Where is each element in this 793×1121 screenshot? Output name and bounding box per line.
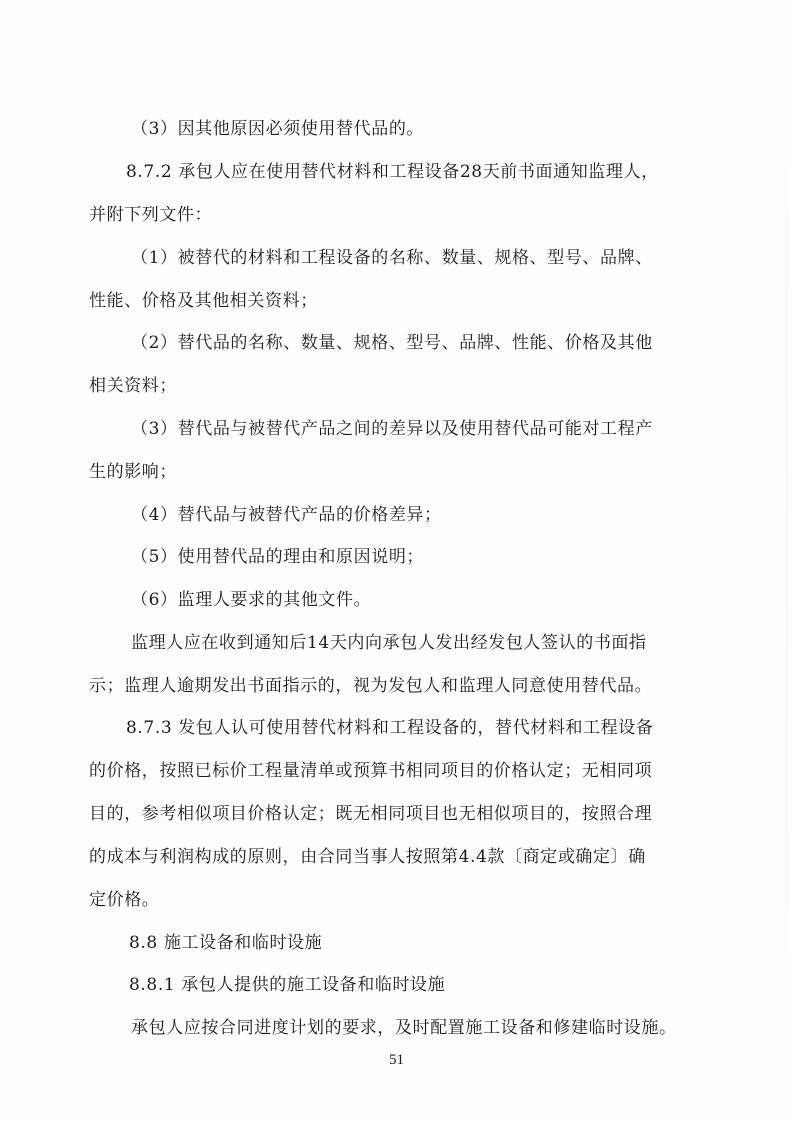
paragraph-line: 承包人应按合同进度计划的要求，及时配置施工设备和修建临时设施。 [131,1018,677,1038]
paragraph-line: （2）替代品的名称、数量、规格、型号、品牌、性能、价格及其他 [131,333,653,353]
paragraph-line: （5）使用替代品的理由和原因说明； [131,547,425,567]
paragraph-line: （3）因其他原因必须使用替代品的。 [131,119,425,139]
scan-edge-shadow [786,0,787,1121]
paragraph-line: 的价格，按照已标价工程量清单或预算书相同项目的价格认定；无相同项 [89,761,653,781]
subsection-heading: 8.8.1 承包人提供的施工设备和临时设施 [129,975,446,995]
section-heading: 8.8 施工设备和临时设施 [129,933,323,953]
paragraph-line: 的成本与利润构成的原则，由合同当事人按照第4.4款〔商定或确定〕确 [89,847,646,867]
paragraph-line: 定价格。 [89,890,160,910]
paragraph-line: 监理人应在收到通知后14天内向承包人发出经发包人签认的书面指 [131,633,647,653]
paragraph-line: 性能、价格及其他相关资料； [89,291,318,311]
paragraph-line: 相关资料； [89,376,177,396]
paragraph-line: 8.7.2 承包人应在使用替代材料和工程设备28天前书面通知监理人， [126,162,659,182]
paragraph-line: （4）替代品与被替代产品的价格差异； [131,505,442,525]
paragraph-line: 目的，参考相似项目价格认定；既无相同项目也无相似项目的，按照合理 [89,804,653,824]
paragraph-line: （1）被替代的材料和工程设备的名称、数量、规格、型号、品牌、 [131,248,653,268]
paragraph-line: 8.7.3 发包人认可使用替代材料和工程设备的，替代材料和工程设备 [126,718,654,738]
paragraph-line: 示；监理人逾期发出书面指示的，视为发包人和监理人同意使用替代品。 [89,676,653,696]
paragraph-line: （3）替代品与被替代产品之间的差异以及使用替代品可能对工程产 [131,419,653,439]
page-number: 51 [389,1052,404,1068]
paragraph-line: 并附下列文件： [89,205,213,225]
paragraph-line: 生的影响； [89,462,177,482]
paragraph-line: （6）监理人要求的其他文件。 [131,590,372,610]
